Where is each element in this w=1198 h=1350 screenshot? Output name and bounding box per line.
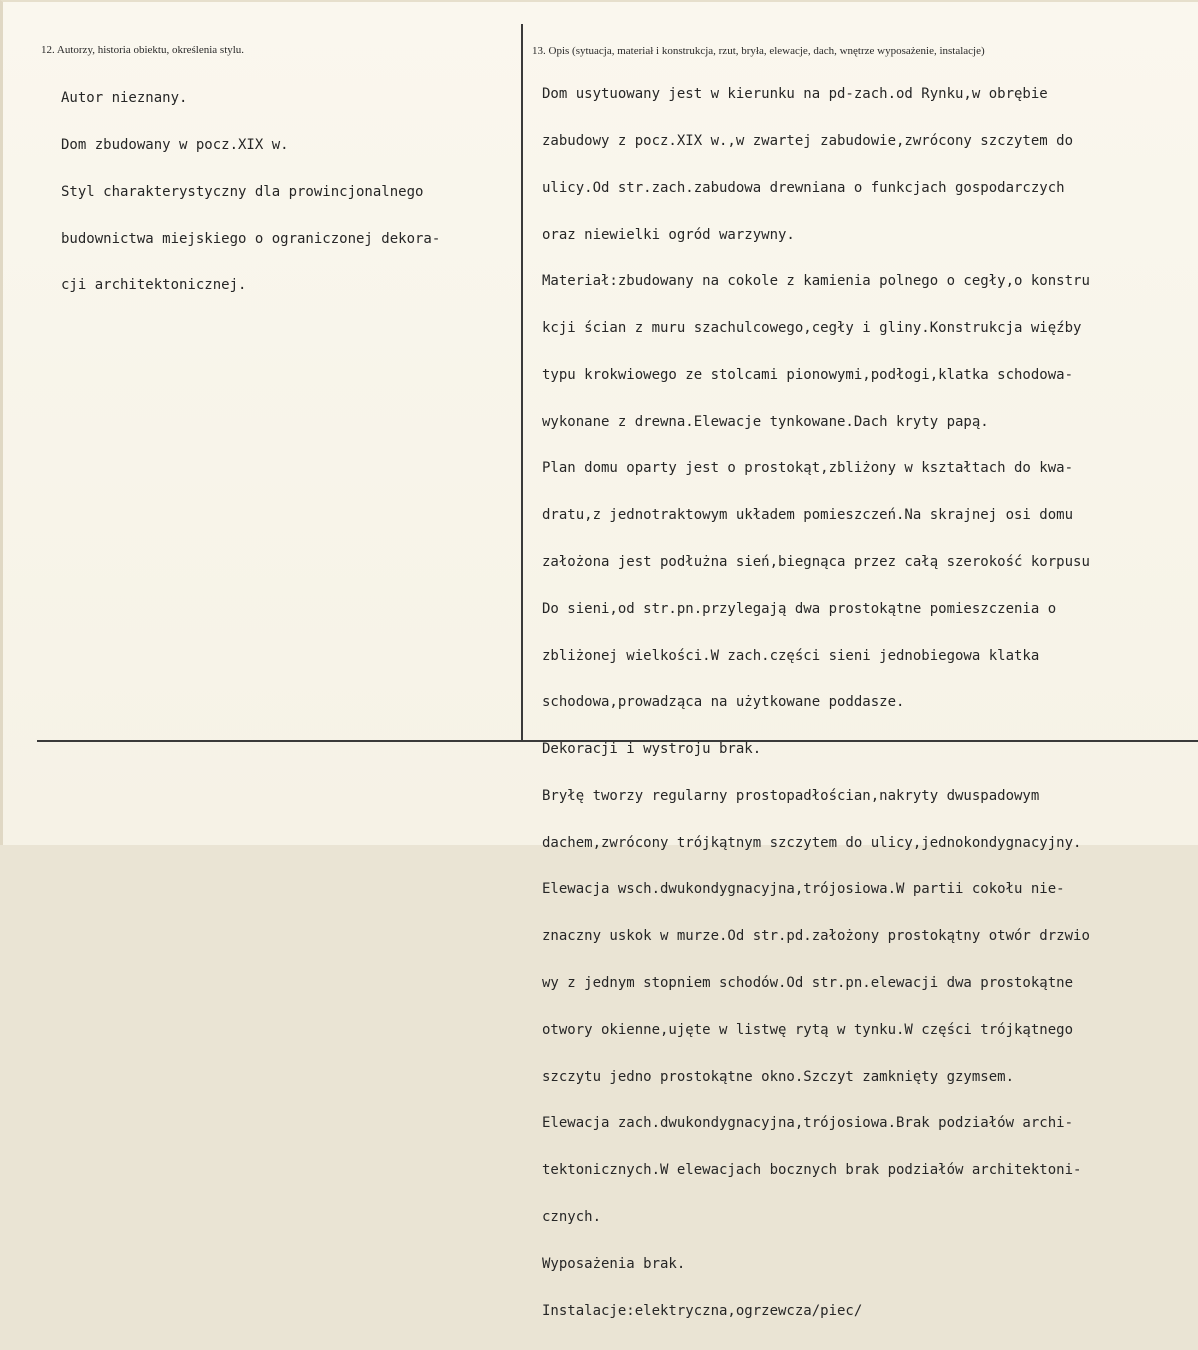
typed-line: Dom usytuowany jest w kierunku na pd-zach.od Rynku,w obrębie xyxy=(542,86,1048,103)
typed-line: założona jest podłużna sień,biegnąca przez całą szerokość korpusu xyxy=(542,554,1090,570)
typed-line: Dekoracji i wystroju brak. xyxy=(542,741,762,758)
typed-line: cznych. xyxy=(542,1208,602,1225)
typed-line: oraz niewielki ogród warzywny. xyxy=(542,226,795,243)
typed-line: szczytu jedno prostokątne okno.Szczyt zamknięty gzymsem. xyxy=(542,1068,1015,1085)
typed-line: dachem,zwrócony trójkątnym szczytem do ulicy,jednokondygnacyjny. xyxy=(542,834,1082,851)
typed-line: Styl charakterystyczny dla prowincjonalnego xyxy=(61,183,424,200)
typed-line: cji architektonicznej. xyxy=(61,277,247,294)
typed-line: Materiał:zbudowany na cokole z kamienia polnego o cegły,o konstru xyxy=(542,273,1090,290)
typed-line: schodowa,prowadząca na użytkowane poddasze. xyxy=(542,694,905,711)
typed-line: zbliżonej wielkości.W zach.części sieni jednobiegowa klatka xyxy=(542,647,1040,664)
section-13-text xyxy=(542,56,1194,1350)
section-12-label: 12. Autorzy, historia obiektu, określenia stylu. xyxy=(41,44,245,56)
vertical-divider xyxy=(521,24,523,741)
typed-line: Elewacja wsch.dwukondygnacyjna,trójosiowa.W partii cokołu nie- xyxy=(542,881,1065,898)
section-12-text xyxy=(61,60,440,325)
typed-line: zabudowy z pocz.XIX w.,w zwartej zabudowie,zwrócony szczytem do xyxy=(542,132,1074,149)
typed-line: wykonane z drewna.Elewacje tynkowane.Dach kryty papą. xyxy=(542,413,989,430)
typed-line: Do sieni,od str.pn.przylegają dwa prostokątne pomieszczenia o xyxy=(542,600,1057,617)
typed-line: budownictwa miejskiego o ograniczonej dekora- xyxy=(61,230,441,247)
typed-line: otwory okienne,ujęte w listwę rytą w tynku.W części trójkątnego xyxy=(542,1021,1074,1038)
typed-line: Plan domu oparty jest o prostokąt,zbliżony w kształtach do kwa- xyxy=(542,460,1074,477)
typed-line: typu krokwiowego ze stolcami pionowymi,podłogi,klatka schodowa- xyxy=(542,366,1074,383)
typed-line: kcji ścian z muru szachulcowego,cegły i gliny.Konstrukcja więźby xyxy=(542,320,1082,337)
typed-line: ulicy.Od str.zach.zabudowa drewniana o funkcjach gospodarczych xyxy=(542,179,1065,196)
typed-line: Dom zbudowany w pocz.XIX w. xyxy=(61,136,289,153)
typed-line: wy z jednym stopniem schodów.Od str.pn.elewacji dwa prostokątne xyxy=(542,975,1074,992)
section-13-label: 13. Opis (sytuacja, materiał i konstrukcja, rzut, bryła, elewacje, dach, wnętrze wyposażenie, instalacje) xyxy=(532,45,985,57)
typed-line: dratu,z jednotraktowym układem pomieszczeń.Na skrajnej osi domu xyxy=(542,507,1074,524)
typed-line: Wyposażenia brak. xyxy=(542,1255,686,1272)
typed-line: Instalacje:elektryczna,ogrzewcza/piec/ xyxy=(542,1302,863,1319)
typed-line: Elewacja zach.dwukondygnacyjna,trójosiowa.Brak podziałów archi- xyxy=(542,1115,1074,1132)
typed-line: Bryłę tworzy regularny prostopadłościan,nakryty dwuspadowym xyxy=(542,787,1040,804)
typed-line: Autor nieznany. xyxy=(61,90,188,107)
typed-line: znaczny uskok w murze.Od str.pd.założony prostokątny otwór drzwio xyxy=(542,928,1090,945)
typed-line: tektonicznych.W elewacjach bocznych brak podziałów architektoni- xyxy=(542,1162,1082,1179)
